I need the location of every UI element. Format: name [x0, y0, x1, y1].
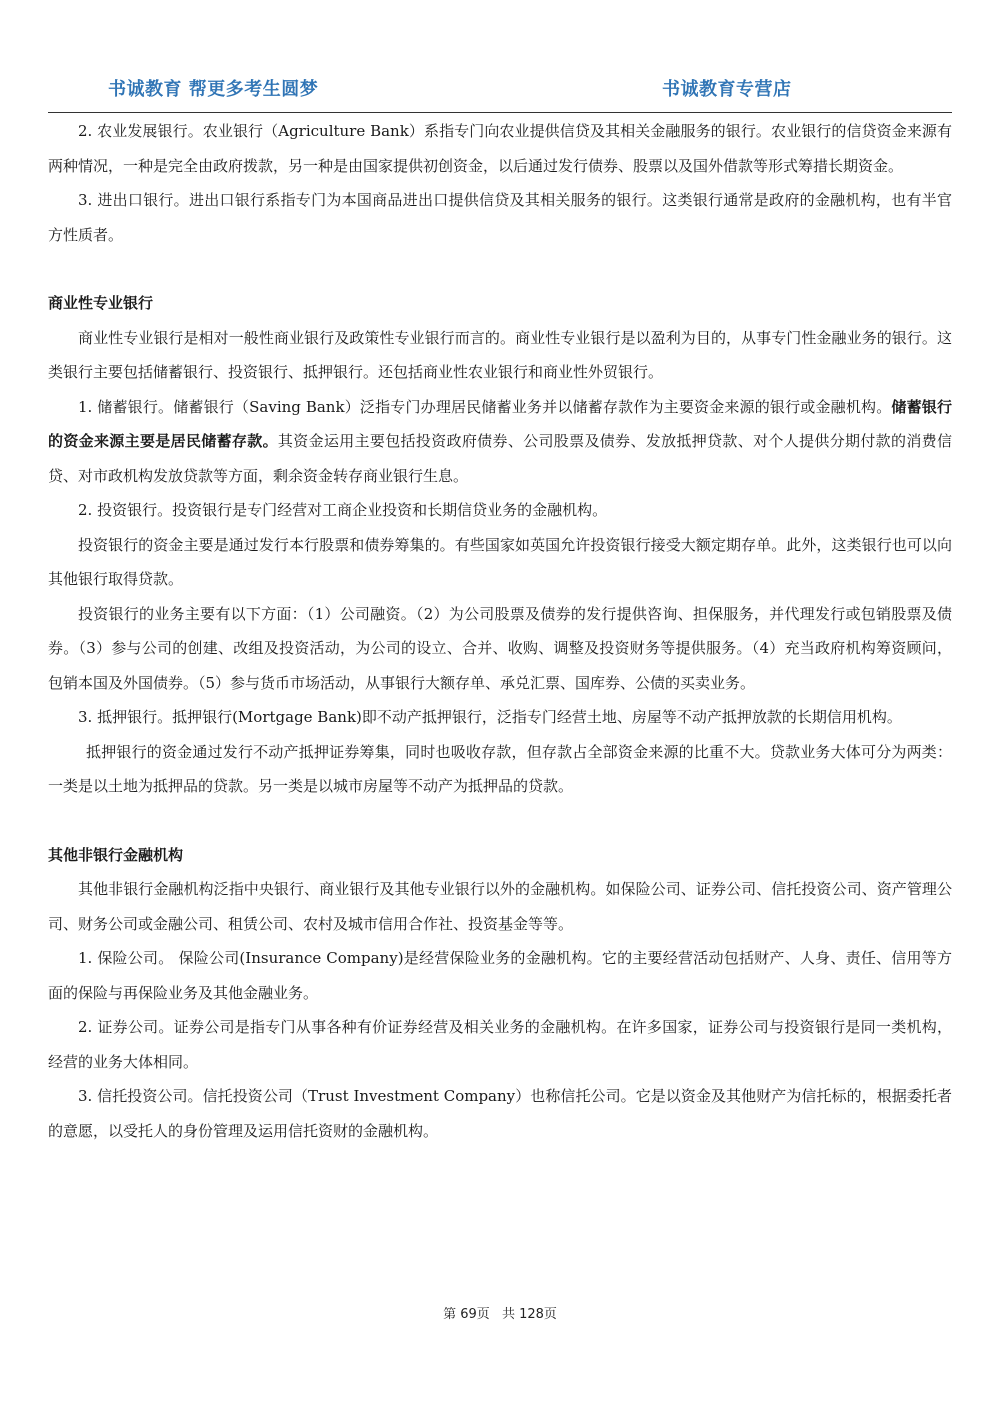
- page-number: 第 69页: [443, 1307, 490, 1322]
- total-pages: 共 128页: [501, 1307, 557, 1322]
- section-heading-non-bank-institutions: 其他非银行金融机构: [48, 845, 184, 864]
- page-header: [48, 70, 952, 113]
- paragraph-mortgage-bank: 3. 抵押银行。抵押银行(Mortgage Bank)即不动产抵押银行，泛指专门经营土地、房屋等不动产抵押放款的长期信用机构。: [78, 708, 902, 726]
- document-body: [48, 114, 952, 1148]
- paragraph-insurance-company: 1. 保险公司。 保险公司(Insurance Company)是经营保险业务的金融机构。它的主要经营活动包括财产、人身、责任、信用等方面的保险与再保险业务及其他金融业务。: [48, 949, 952, 1002]
- savings-bank-text-a: 1. 储蓄银行。储蓄银行（Saving Bank）泛指专门办理居民储蓄业务并以储蓄存款作为主要资金来源的银行或金融机构。: [78, 397, 892, 416]
- savings-bank-highlight: 储蓄银行的资金来源主要是居民储蓄存款。: [48, 397, 952, 450]
- paragraph-mortgage-bank-funds: 抵押银行的资金通过发行不动产抵押证券筹集，同时也吸收存款，但存款占全部资金来源的比重不大。贷款业务大体可分为两类：一类是以土地为抵押品的贷款。另一类是以城市房屋等不动产为抵押品的贷款。: [48, 742, 952, 795]
- paragraph-investment-bank-funds: 投资银行的资金主要是通过发行本行股票和债券筹集的。有些国家如英国允许投资银行接受大额定期存单。此外，这类银行也可以向其他银行取得贷款。: [48, 535, 952, 588]
- header-slogan: 书诚教育 帮更多考生圆梦: [108, 79, 319, 100]
- paragraph-commercial-intro: 商业性专业银行是相对一般性商业银行及政策性专业银行而言的。商业性专业银行是以盈利为目的，从事专门性金融业务的银行。这类银行主要包括储蓄银行、投资银行、抵押银行。还包括商业性农业银行和商业性外贸银行。: [48, 328, 952, 381]
- paragraph-agriculture-bank: 2. 农业发展银行。农业银行（Agriculture Bank）系指专门向农业提供信贷及其相关金融服务的银行。农业银行的信贷资金来源有两种情况，一种是完全由政府拨款，另一种是由国家提供初创资金，以后通过发行债券、股票以及国外借款等形式筹措长期资金。: [48, 122, 952, 175]
- header-store-name: 书诚教育专营店: [662, 79, 792, 100]
- paragraph-investment-bank-business: 投资银行的业务主要有以下方面：（1）公司融资。（2）为公司股票及债券的发行提供咨询、担保服务，并代理发行或包销股票及债券。（3）参与公司的创建、改组及投资活动，为公司的设立、合并、收购、调整及投资财务等提供服务。（4）充当政府机构筹资顾问，包销本国及外国债券。（5）参与货币市场活动，从事银行大额存单、承兑汇票、国库券、公债的买卖业务。: [48, 604, 952, 692]
- paragraph-export-import-bank: 3. 进出口银行。进出口银行系指专门为本国商品进出口提供信贷及其相关服务的银行。这类银行通常是政府的金融机构，也有半官方性质者。: [48, 191, 952, 244]
- page-footer: [0, 1303, 1000, 1322]
- savings-bank-text-b: 其资金运用主要包括投资政府债券、公司股票及债券、发放抵押贷款、对个人提供分期付款的消费信贷、对市政机构发放贷款等方面，剩余资金转存商业银行生息。: [48, 432, 952, 485]
- paragraph-non-bank-intro: 其他非银行金融机构泛指中央银行、商业银行及其他专业银行以外的金融机构。如保险公司、证券公司、信托投资公司、资产管理公司、财务公司或金融公司、租赁公司、农村及城市信用合作社、投资基金等等。: [48, 880, 952, 933]
- section-heading-commercial-banks: 商业性专业银行: [48, 294, 154, 312]
- paragraph-investment-bank: 2. 投资银行。投资银行是专门经营对工商企业投资和长期信贷业务的金融机构。: [78, 501, 608, 519]
- paragraph-trust-company: 3. 信托投资公司。信托投资公司（Trust Investment Company）也称信托公司。它是以资金及其他财产为信托标的，根据委托者的意愿，以受托人的身份管理及运用信托资财的金融机构。: [48, 1087, 952, 1140]
- paragraph-savings-bank: [48, 390, 952, 494]
- paragraph-securities-company: 2. 证券公司。证券公司是指专门从事各种有价证券经营及相关业务的金融机构。在许多国家，证券公司与投资银行是同一类机构，经营的业务大体相同。: [48, 1018, 952, 1071]
